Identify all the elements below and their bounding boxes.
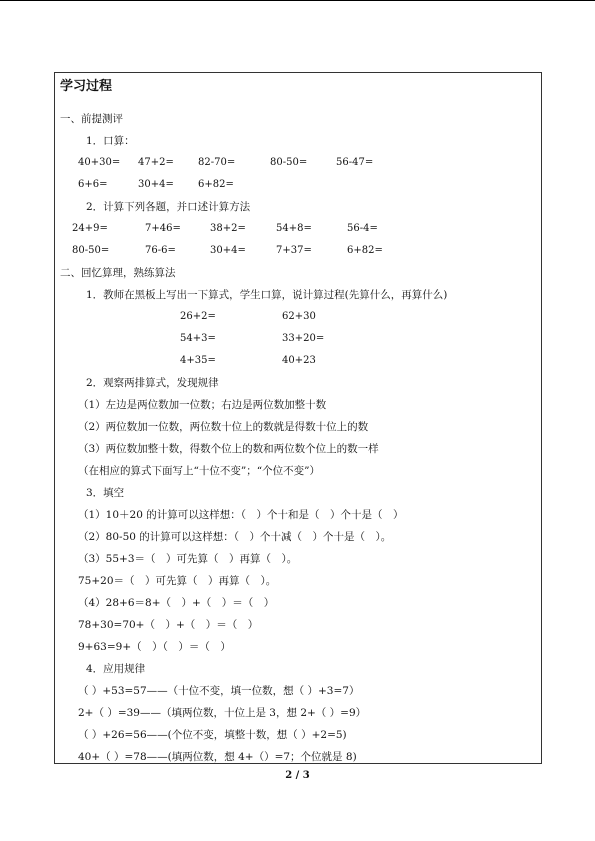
- subheading-observe: 2．观察两排算式，发现规律: [86, 377, 219, 389]
- problem: 56-47=: [336, 157, 374, 168]
- problem: 54+8=: [276, 223, 312, 234]
- problem: 30+4=: [138, 179, 174, 190]
- header-rule: [0, 0, 595, 1]
- problem: 6+82=: [347, 245, 383, 256]
- problem: 24+9=: [72, 223, 108, 234]
- fill-item-1: （1）10＋20 的计算可以这样想：（ ）个十和是（ ）个十是（ ）: [78, 509, 404, 521]
- fill-item-2: （2）80-50 的计算可以这样想：（ ）个十减（ ）个十是（ ）。: [78, 531, 392, 543]
- fill-item-7: 9+63=9+（ ）（ ）＝（ ）: [78, 641, 231, 653]
- problem: 7+37=: [276, 245, 312, 256]
- content-table-frame: [54, 72, 542, 764]
- problem: 6+82=: [198, 179, 234, 190]
- problem: 54+3=: [180, 333, 216, 344]
- observation-note: （在相应的算式下面写上“十位不变”；“个位不变”）: [78, 465, 320, 477]
- apply-item-2: 2+（ ）=39——（填两位数，十位上是 3，想 2+（ ）=9）: [78, 707, 367, 719]
- problem: 38+2=: [210, 223, 246, 234]
- problem: 82-70=: [198, 157, 236, 168]
- problem: 30+4=: [210, 245, 246, 256]
- fill-item-4: 75+20＝（ ）可先算（ ）再算（ ）。: [78, 575, 277, 587]
- problem: 62+30: [282, 311, 316, 322]
- subheading-calc-methods: 2．计算下列各题，并口述计算方法: [86, 201, 251, 213]
- apply-item-1: （ ）+53=57——（十位不变，填一位数，想（ ）+3=7）: [78, 685, 360, 697]
- apply-item-3: （ ）+26=56——(个位不变，填整十数，想（ ）+2=5): [78, 729, 347, 741]
- subheading-fill-blank: 3．填空: [86, 487, 125, 499]
- problem: 56-4=: [347, 223, 378, 234]
- subheading-oral-calc: 1．口算：: [86, 135, 135, 147]
- problem: 80-50=: [270, 157, 308, 168]
- problem: 80-50=: [72, 245, 110, 256]
- fill-item-5: （4）28+6＝8+（ ）+（ ）＝（ ）: [78, 597, 275, 609]
- problem: 47+2=: [138, 157, 174, 168]
- heading-prerequisite-test: 一、前提测评: [60, 113, 123, 125]
- problem: 4+35=: [180, 355, 216, 366]
- problem: 26+2=: [180, 311, 216, 322]
- observation-3: （3）两位数加整十数，得数个位上的数和两位数个位上的数一样: [78, 443, 379, 455]
- subheading-blackboard: 1．教师在黑板上写出一下算式，学生口算，说计算过程(先算什么，再算什么): [86, 289, 448, 301]
- problem: 76-6=: [145, 245, 176, 256]
- section-title: 学习过程: [60, 79, 113, 94]
- apply-item-4: 40+（ ）=78——(填两位数，想 4+（）=7；个位就是 8): [78, 751, 357, 763]
- observation-2: （2）两位数加一位数，两位数十位上的数就是得数十位上的数: [78, 421, 369, 433]
- subheading-apply: 4．应用规律: [86, 663, 146, 675]
- problem: 33+20=: [282, 333, 325, 344]
- observation-1: （1）左边是两位数加一位数；右边是两位数加整十数: [78, 399, 327, 411]
- heading-review-algorithm: 二、回忆算理，熟练算法: [60, 267, 176, 279]
- problem: 40+30=: [78, 157, 121, 168]
- page-number: 2 / 3: [285, 770, 310, 781]
- problem: 6+6=: [78, 179, 108, 190]
- fill-item-6: 78+30=70+（ ）+（ ）＝（ ）: [78, 619, 259, 631]
- fill-item-3: （3）55+3＝（ ）可先算（ ）再算（ ）。: [78, 553, 298, 565]
- problem: 40+23: [282, 355, 316, 366]
- problem: 7+46=: [145, 223, 181, 234]
